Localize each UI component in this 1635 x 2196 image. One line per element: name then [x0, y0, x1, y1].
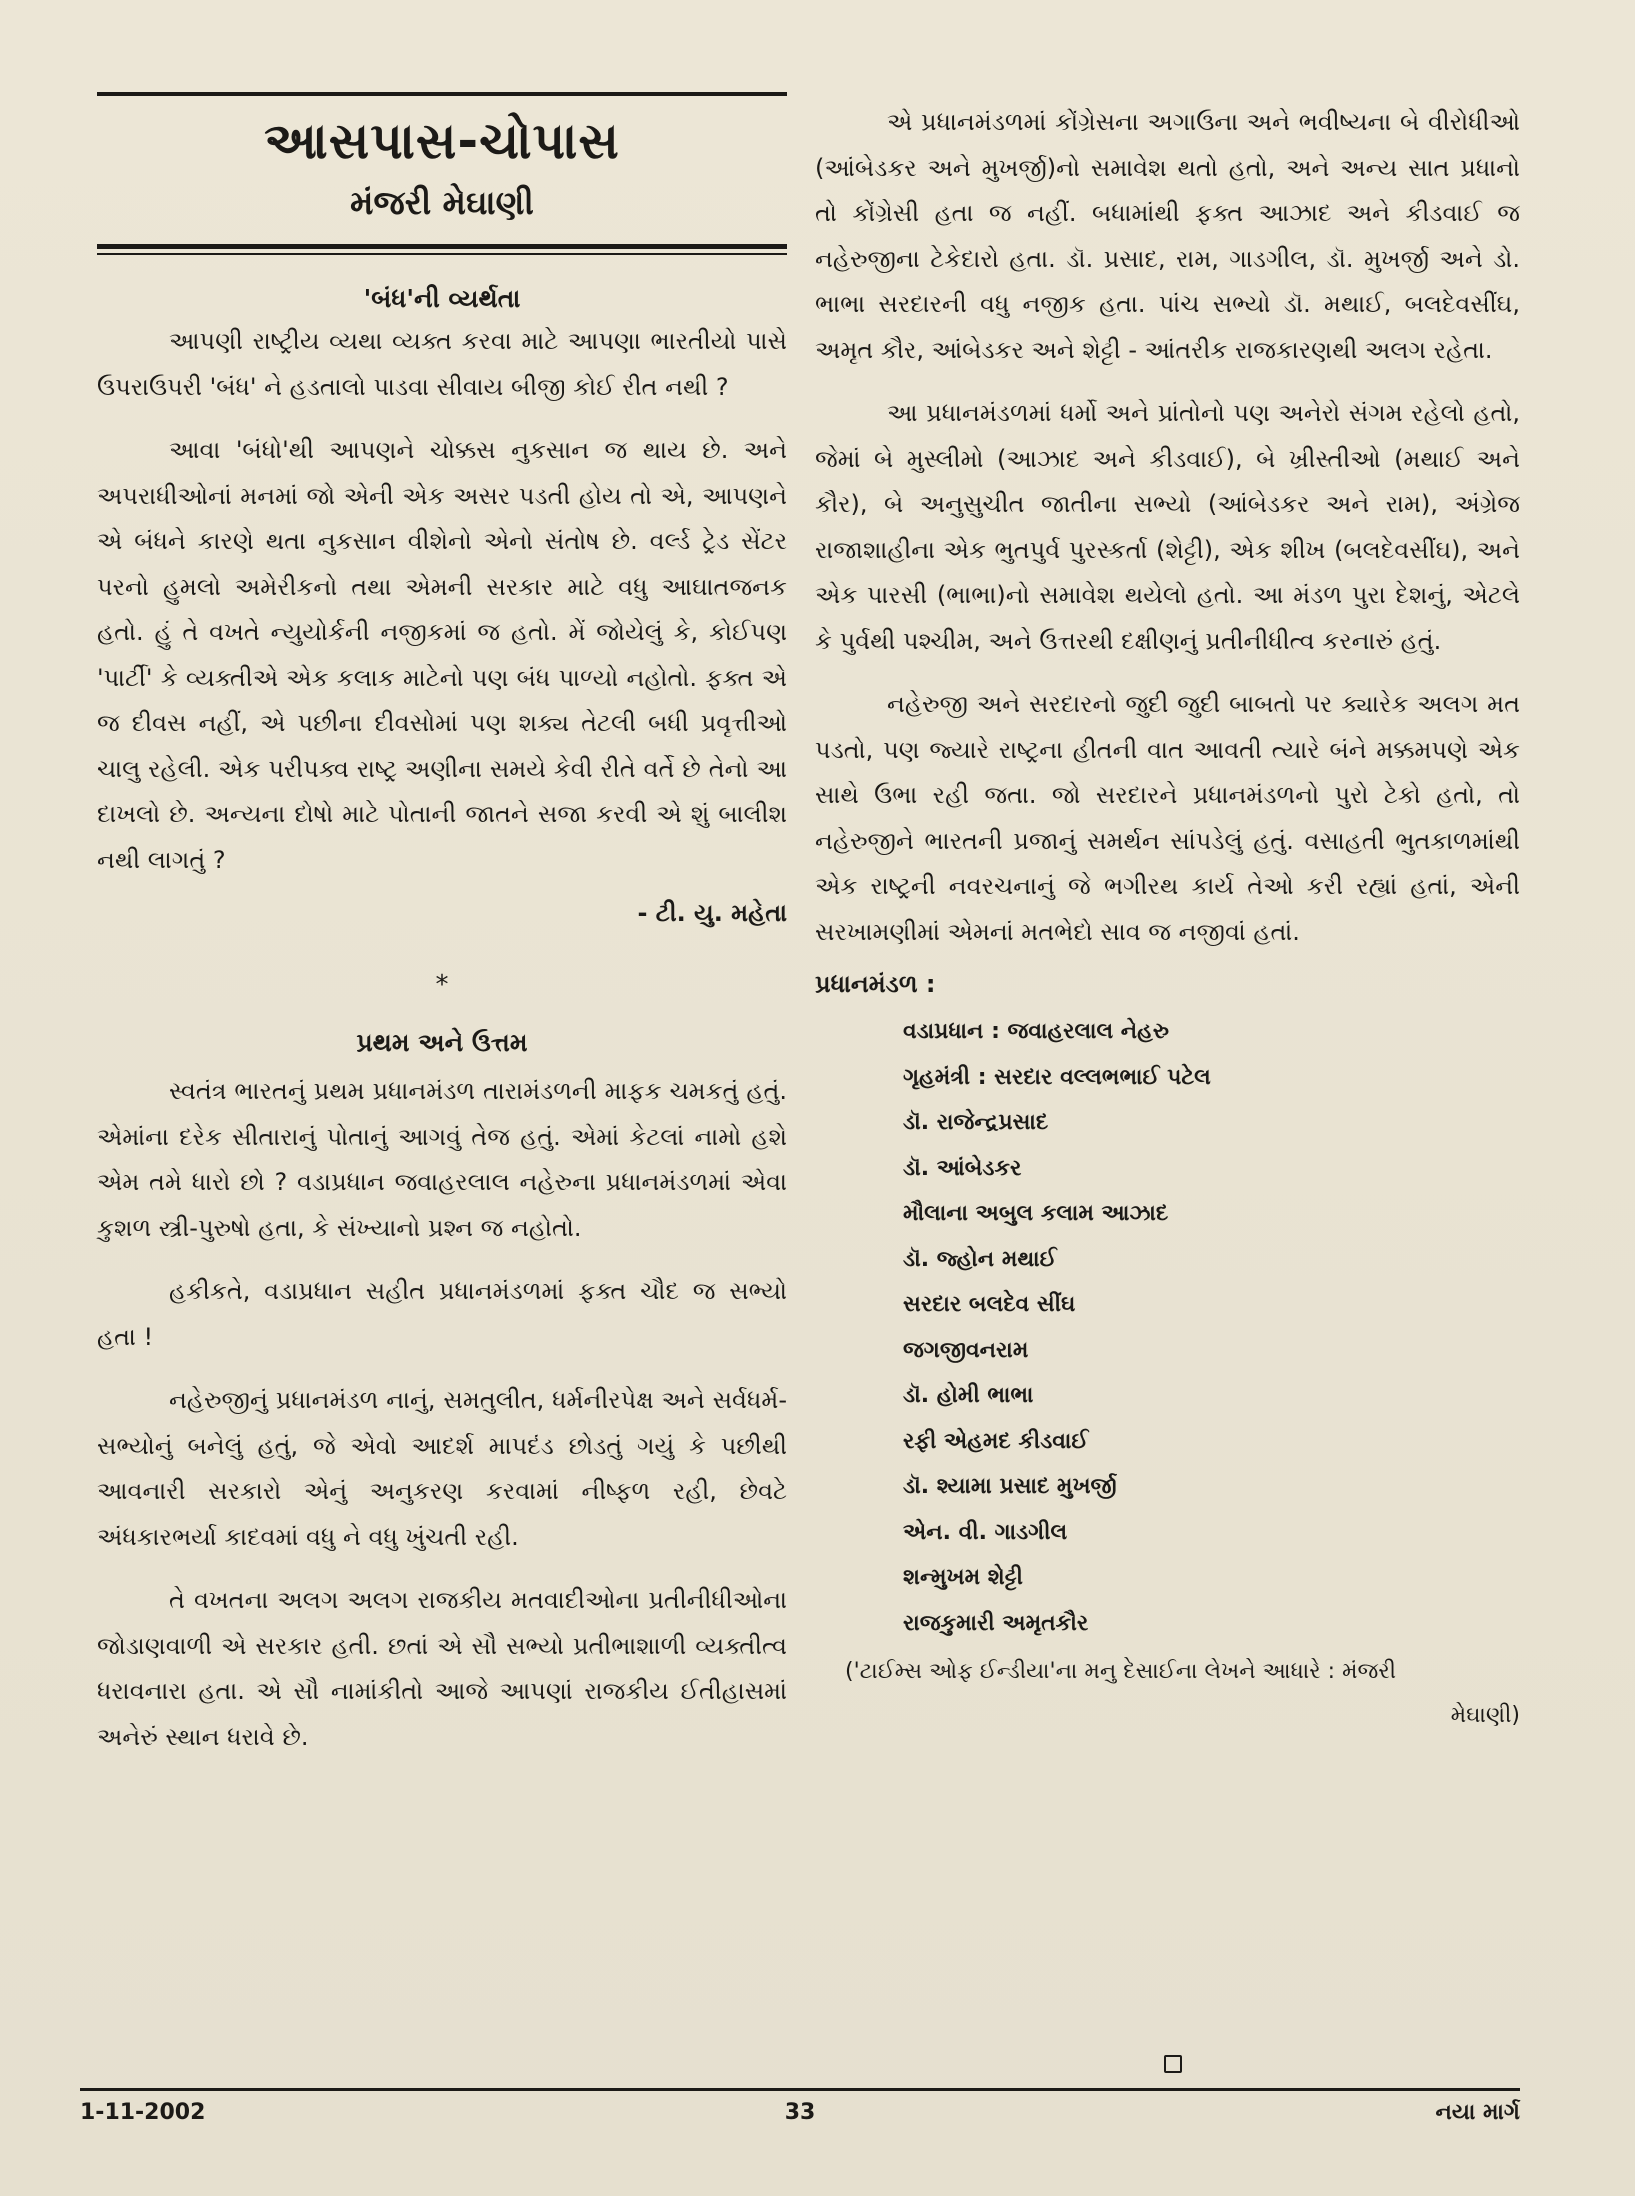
minister-item: ડૉ. આંબેડકર: [903, 1155, 1022, 1181]
minister-item: ડૉ. રાજેન્દ્રપ્રસાદ: [903, 1110, 1049, 1135]
issue-date: 1-11-2002: [80, 2100, 206, 2125]
minister-item: ગૃહમંત્રી : સરદાર વલ્લભભાઈ પટેલ: [903, 1064, 1211, 1090]
minister-item: શન્મુખમ શેટ્ટી: [903, 1565, 1023, 1590]
source-credit: [815, 1650, 1520, 1738]
top-rule: [97, 92, 787, 96]
article2-heading: પ્રથમ અને ઉત્તમ: [356, 1028, 528, 1057]
left-column: [97, 92, 787, 1760]
minister-item: ડૉ. હોમી ભાભા: [903, 1383, 1034, 1408]
minister-item: જગજીવનરામ: [903, 1337, 1029, 1363]
footer-rule: [80, 2088, 1520, 2091]
minister-item: રફી એહમદ કીડવાઈ: [903, 1428, 1089, 1454]
column-author: મંજરી મેઘાણી: [350, 183, 534, 222]
source-credit-line: ('ટાઈમ્સ ઓફ ઈન્ડીયા'ના મનુ દેસાઈના લેખને આધારે : મંજરી: [845, 1659, 1397, 1684]
article2-paragraph: તે વખતના અલગ અલગ રાજકીય મતવાદીઓના પ્રતીનીધીઓના જોડાણવાળી એ સરકાર હતી. છતાં એ સૌ સભ્યો પ્રતીભાશાળી વ્યક્તીત્વ ધરાવનારા હતા. એ સૌ નામાંકીતો આજે આપણાં રાજકીય ઈતીહાસમાં અનેરું સ્થાન ધરાવે છે.: [97, 1586, 787, 1751]
ministers-list: [903, 1009, 1520, 1646]
minister-item: મૌલાના અબુલ કલામ આઝાદ: [903, 1201, 1169, 1226]
column-title: આસપાસ-ચોપાસ: [264, 112, 620, 170]
section-separator: *: [435, 970, 449, 1000]
article1-heading: 'બંધ'ની વ્યર્થતા: [363, 284, 521, 313]
masthead-divider: [97, 244, 787, 255]
minister-item: રાજકુમારી અમૃતકૌર: [903, 1610, 1089, 1636]
minister-item: ડૉ. શ્યામા પ્રસાદ મુખર્જી: [903, 1474, 1117, 1499]
article1-signature: - ટી. યુ. મહેતા: [637, 899, 787, 927]
article2-paragraph: આ પ્રધાનમંડળમાં ધર્મો અને પ્રાંતોનો પણ અનેરો સંગમ રહેલો હતો, જેમાં બે મુસ્લીમો (આઝાદ અને કીડવાઈ), બે ખ્રીસ્તીઓ (મથાઈ અને કૌર), બે અનુસુચીત જાતીના સભ્યો (આંબેડકર અને રામ), અંગ્રેજ રાજાશાહીના એક ભુતપુર્વ પુરસ્કર્તા (શેટ્ટી), એક શીખ (બલદેવસીંઘ), અને એક પારસી (ભાભા)નો સમાવેશ થયેલો હતો. આ મંડળ પુરા દેશનું, એટલે કે પુર્વથી પશ્ચીમ, અને ઉત્તરથી દક્ષીણનું પ્રતીનીધીત્વ કરનારું હતું.: [815, 399, 1520, 655]
minister-item: વડાપ્રધાન : જવાહરલાલ નેહરુ: [903, 1019, 1169, 1044]
end-of-article-square-icon: [1164, 2055, 1182, 2073]
article1-paragraph: આવા 'બંધો'થી આપણને ચોક્કસ નુકસાન જ થાય છે. અને અપરાધીઓનાં મનમાં જો એની એક અસર પડતી હોય તો એ, આપણને એ બંધને કારણે થતા નુકસાન વીશેનો એનો સંતોષ છે. વર્લ્ડ ટ્રેડ સેંટર પરનો હુમલો અમેરીકનો તથા એમની સરકાર માટે વધુ આઘાતજનક હતો. હું તે વખતે ન્યુયોર્કની નજીકમાં જ હતો. મેં જોયેલું કે, કોઈપણ 'પાર્ટી' કે વ્યક્તીએ એક કલાક માટેનો પણ બંધ પાળ્યો નહોતો. ફક્ત એ જ દીવસ નહીં, એ પછીના દીવસોમાં પણ શક્ય તેટલી બધી પ્રવૃત્તીઓ ચાલુ રહેલી. એક પરીપક્વ રાષ્ટ્ર અણીના સમયે કેવી રીતે વર્તે છે તેનો આ દાખલો છે. અન્યના દોષો માટે પોતાની જાતને સજા કરવી એ શું બાલીશ નથી લાગતું ?: [97, 436, 787, 874]
article2-paragraph: નહેરુજીનું પ્રધાનમંડળ નાનું, સમતુલીત, ધર્મનીરપેક્ષ અને સર્વધર્મ-સભ્યોનું બનેલું હતું, જે એવો આદર્શ માપદંડ છોડતું ગયું કે પછીથી આવનારી સરકારો એનું અનુકરણ કરવામાં નીષ્ફળ રહી, છેવટે અંધકારભર્યા કાદવમાં વધુ ને વધુ ખુંચતી રહી.: [97, 1386, 787, 1551]
source-credit-line: મેઘાણી): [1450, 1703, 1520, 1728]
article2-paragraph: નહેરુજી અને સરદારનો જુદી જુદી બાબતો પર ક્યારેક અલગ મત પડતો, પણ જ્યારે રાષ્ટ્રના હીતની વાત આવતી ત્યારે બંને મક્કમપણે એક સાથે ઉભા રહી જતા. જો સરદારને પ્રધાનમંડળનો પુરો ટેકો હતો, તો નહેરુજીને ભારતની પ્રજાનું સમર્થન સાંપડેલું હતું. વસાહતી ભુતકાળમાંથી એક રાષ્ટ્રની નવરચનાનું જે ભગીરથ કાર્ય તેઓ કરી રહ્યાં હતાં, એની સરખામણીમાં એમનાં મતભેદો સાવ જ નજીવાં હતાં.: [815, 690, 1520, 946]
article2-paragraph: હકીકતે, વડાપ્રધાન સહીત પ્રધાનમંડળમાં ફક્ત ચૌદ જ સભ્યો હતા !: [97, 1277, 787, 1351]
page-number: 33: [784, 2100, 816, 2125]
minister-item: સરદાર બલદેવ સીંઘ: [903, 1292, 1076, 1317]
magazine-name: નયા માર્ગ: [1435, 2100, 1520, 2125]
minister-item: ડૉ. જ્હોન મથાઈ: [903, 1246, 1057, 1272]
right-column: [815, 100, 1520, 1738]
ministers-label: પ્રધાનમંડળ :: [815, 970, 936, 998]
article2-paragraph: એ પ્રધાનમંડળમાં કોંગ્રેસના અગાઉના અને ભવીષ્યના બે વીરોધીઓ (આંબેડકર અને મુખર્જી)નો સમાવેશ થતો હતો, અને અન્ય સાત પ્રધાનો તો કોંગ્રેસી હતા જ નહીં. બધામાંથી ફક્ત આઝાદ અને કીડવાઈ જ નહેરુજીના ટેકેદારો હતા. ડૉ. પ્રસાદ, રામ, ગાડગીલ, ડૉ. મુખર્જી અને ડો. ભાભા સરદારની વધુ નજીક હતા. પાંચ સભ્યો ડૉ. મથાઈ, બલદેવસીંઘ, અમૃત કૌર, આંબેડકર અને શેટ્ટી - આંતરીક રાજકારણથી અલગ રહેતા.: [815, 108, 1520, 364]
minister-item: એન. વી. ગાડગીલ: [903, 1519, 1068, 1545]
page-footer: [80, 2100, 1520, 2140]
article1-paragraph: આપણી રાષ્ટ્રીય વ્યથા વ્યક્ત કરવા માટે આપણા ભારતીયો પાસે ઉપરાઉપરી 'બંધ' ને હડતાલો પાડવા સીવાય બીજી કોઈ રીત નથી ?: [97, 327, 787, 401]
article2-paragraph: સ્વતંત્ર ભારતનું પ્રથમ પ્રધાનમંડળ તારામંડળની માફક ચમકતું હતું. એમાંના દરેક સીતારાનું પોતાનું આગવું તેજ હતું. એમાં કેટલાં નામો હશે એમ તમે ધારો છો ? વડાપ્રધાન જવાહરલાલ નહેરુના પ્રધાનમંડળમાં એવા કુશળ સ્ત્રી-પુરુષો હતા, કે સંખ્યાનો પ્રશ્ન જ નહોતો.: [97, 1077, 787, 1242]
